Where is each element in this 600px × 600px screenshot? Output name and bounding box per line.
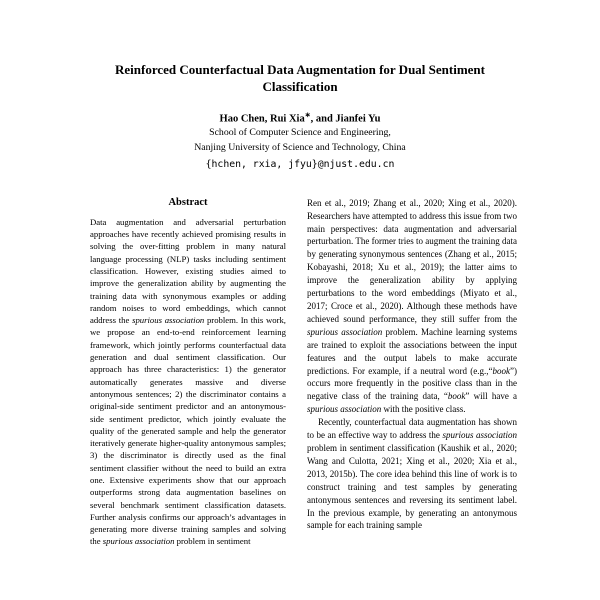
paper-title: Reinforced Counterfactual Data Augmentation for Dual Sentiment Classification	[115, 62, 485, 94]
intro-paragraph-2: Recently, counterfactual data augmentation has shown to be an effective way to address the spurious association problem in sentiment classification (Kaushik et al., 2020; Wang and Culotta, 2021; Xing et al., 2020; Xia et al., 2013, 2015b). The core idea behind this line of work is to construct training and test samples by generating antonymous sentences and reversing its sentiment label. In the previous example, by generating an antonymous sample for each training sample	[307, 417, 517, 531]
affiliation-line-1: School of Computer Science and Engineering,	[209, 126, 391, 138]
affiliation-line-2: Nanjing University of Science and Technology, China	[194, 142, 406, 154]
abstract-heading: Abstract	[168, 196, 208, 208]
authors-text: Hao Chen, Rui Xia	[219, 113, 305, 125]
left-column	[83, 197, 293, 548]
right-column	[307, 197, 517, 548]
author-emails: {hchen, rxia, jfyu}@njust.edu.cn	[205, 158, 395, 170]
abstract-text: Data augmentation and adversarial perturbation approaches have recently achieved promising results in solving the over-fitting problem in many natural language processing (NLP) tasks including sentiment classification. However, existing studies aimed to improve the generalization ability by augmenting the training data with synonymous examples or adding random noises to word embeddings, which cannot address the spurious association problem. In this work, we propose an end-to-end reinforcement learning framework, which jointly performs counterfactual data generation and dual sentiment classification. Our approach has three characteristics: 1) the generator automatically generates massive and diverse antonymous sentences; 2) the discriminator contains a original-side sentiment predictor and an antonymous-side sentiment predictor, which jointly evaluate the quality of the generated sample and help the generator iteratively generate higher-quality antonymous samples; 3) the discriminator is directly used as the final sentiment classifier without the need to build an extra one. Extensive experiments show that our approach outperforms strong data augmentation baselines on several benchmark sentiment classification datasets. Further analysis confirms our approach’s advantages in generating more diverse training samples and solving the spurious association problem in sentiment	[90, 216, 286, 547]
intro-paragraph-1: Ren et al., 2019; Zhang et al., 2020; Xing et al., 2020). Researchers have attempted to address this issue from two main perspectives: data augmentation and adversarial perturbation. The former tries to augment the training data by generating synonymous sentences (Zhang et al., 2015; Kobayashi, 2018; Xu et al., 2019); the latter aims to improve the generalization ability by applying perturbations to the word embeddings (Miyato et al., 2017; Croce et al., 2020). Although these methods have achieved sound performance, they still suffer from the spurious association problem. Machine learning systems are trained to exploit the associations between the input features and the output labels to make accurate predictions. For example, if a neutral word (e.g.,“book”) occurs more frequently in the positive class than in the negative class of the training data, “book” will have a spurious association with the positive class.	[307, 197, 518, 415]
two-column-body	[83, 197, 517, 548]
authors-line	[0, 111, 600, 125]
corresponding-author-mark: ∗	[304, 110, 311, 119]
authors-text-cont: , and Jianfei Yu	[310, 113, 381, 125]
